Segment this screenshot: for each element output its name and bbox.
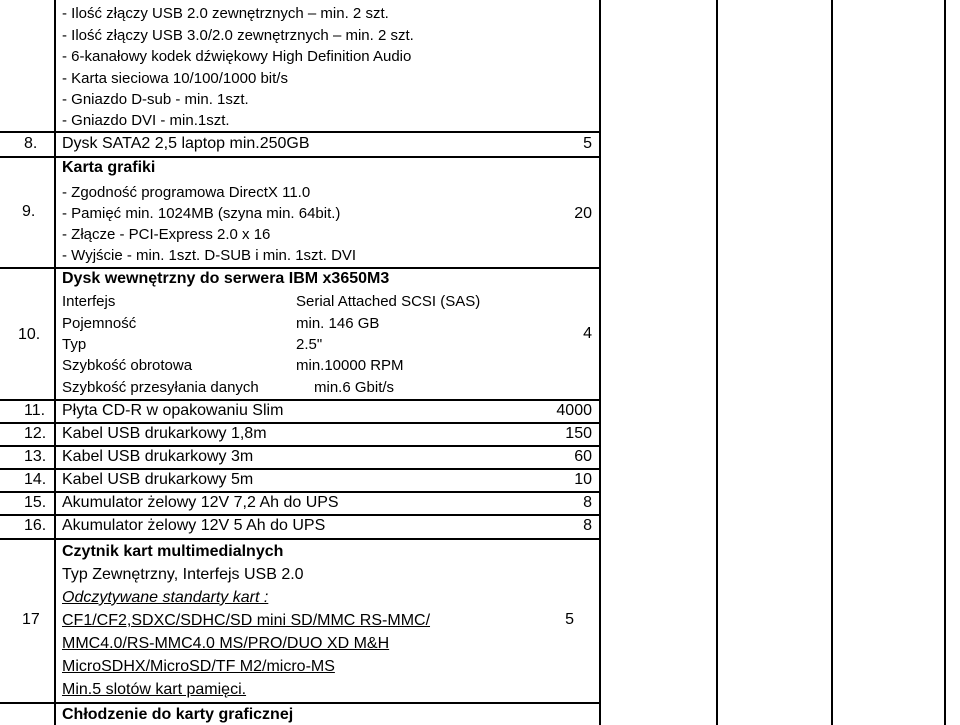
item-7-line: - Ilość złączy USB 2.0 zewnętrznych – min. 2 szt. xyxy=(62,5,389,22)
grid-line xyxy=(599,0,601,725)
spec-value: min.6 Gbit/s xyxy=(314,379,395,396)
item-spec-line: Typ Zewnętrzny, Interfejs USB 2.0 xyxy=(62,566,304,583)
grid-line xyxy=(0,422,600,424)
item-7-line: - Gniazdo D-sub - min. 1szt. xyxy=(62,91,249,108)
grid-line xyxy=(0,131,600,133)
item-quantity: 4000 xyxy=(556,402,592,419)
item-spec-line: - Zgodność programowa DirectX 11.0 xyxy=(62,184,311,201)
item-number: 8. xyxy=(24,135,38,152)
spec-label: Szybkość przesyłania danych xyxy=(62,379,259,396)
grid-line xyxy=(944,0,946,725)
spec-label: Pojemność xyxy=(62,315,137,332)
spec-label: Interfejs xyxy=(62,293,116,310)
item-spec-line: - Wyjście - min. 1szt. D-SUB i min. 1szt. DVI xyxy=(62,247,357,264)
item-quantity: 150 xyxy=(565,425,592,442)
grid-line xyxy=(0,156,600,158)
grid-line xyxy=(0,468,600,470)
item-spec-line: - Pamięć min. 1024MB (szyna min. 64bit.) xyxy=(62,205,341,222)
grid-line xyxy=(0,399,600,401)
item-7-line: - Karta sieciowa 10/100/1000 bit/s xyxy=(62,70,288,87)
spec-label: Szybkość obrotowa xyxy=(62,357,193,374)
item-spec-line: CF1/CF2,SDXC/SDHC/SD mini SD/MMC RS-MMC/ xyxy=(62,612,431,629)
item-7-line: - Gniazdo DVI - min.1szt. xyxy=(62,112,230,129)
item-spec-line: MicroSDHX/MicroSD/TF M2/micro-MS xyxy=(62,658,335,675)
item-spec-line: Odczytywane standarty kart : xyxy=(62,589,269,606)
spec-value: Serial Attached SCSI (SAS) xyxy=(296,293,481,310)
item-quantity: 5 xyxy=(583,135,592,152)
item-quantity: 10 xyxy=(574,471,592,488)
item-number: 11. xyxy=(24,402,46,419)
item-7-line: - 6-kanałowy kodek dźwiękowy High Definition Audio xyxy=(62,48,412,65)
grid-line xyxy=(0,514,600,516)
grid-line xyxy=(0,702,600,704)
item-description: Dysk SATA2 2,5 laptop min.250GB xyxy=(62,135,310,152)
item-description: Kabel USB drukarkowy 5m xyxy=(62,471,254,488)
grid-line xyxy=(0,267,600,269)
item-spec-line: MMC4.0/RS-MMC4.0 MS/PRO/DUO XD M&H xyxy=(62,635,390,652)
grid-line xyxy=(716,0,718,725)
item-spec-line: Min.5 slotów kart pamięci. xyxy=(62,681,247,698)
item-description: Akumulator żelowy 12V 7,2 Ah do UPS xyxy=(62,494,339,511)
item-number: 9. xyxy=(22,203,36,220)
spec-value: min.10000 RPM xyxy=(296,357,404,374)
spec-label: Typ xyxy=(62,336,87,353)
item-number: 10. xyxy=(18,326,41,343)
grid-line xyxy=(54,0,56,725)
item-quantity: 5 xyxy=(565,611,574,628)
item-title: Chłodzenie do karty graficznej xyxy=(62,706,294,723)
item-title: Karta grafiki xyxy=(62,159,156,176)
item-description: Kabel USB drukarkowy 1,8m xyxy=(62,425,267,442)
grid-line xyxy=(0,538,600,540)
spec-value: 2.5" xyxy=(296,336,323,353)
item-description: Kabel USB drukarkowy 3m xyxy=(62,448,254,465)
item-number: 17 xyxy=(22,611,40,628)
item-description: Akumulator żelowy 12V 5 Ah do UPS xyxy=(62,517,326,534)
grid-line xyxy=(0,445,600,447)
item-spec-line: - Złącze - PCI-Express 2.0 x 16 xyxy=(62,226,271,243)
grid-line xyxy=(831,0,833,725)
item-title: Czytnik kart multimedialnych xyxy=(62,543,284,560)
grid-line xyxy=(0,491,600,493)
item-7-line: - Ilość złączy USB 3.0/2.0 zewnętrznych – min. 2 szt. xyxy=(62,27,414,44)
item-number: 13. xyxy=(24,448,47,465)
spec-value: min. 146 GB xyxy=(296,315,380,332)
item-number: 14. xyxy=(24,471,47,488)
item-quantity: 60 xyxy=(574,448,592,465)
item-title: Dysk wewnętrzny do serwera IBM x3650M3 xyxy=(62,270,390,287)
item-quantity: 20 xyxy=(574,205,592,222)
item-number: 15. xyxy=(24,494,47,511)
item-quantity: 4 xyxy=(583,325,592,342)
item-quantity: 8 xyxy=(583,517,592,534)
item-description: Płyta CD-R w opakowaniu Slim xyxy=(62,402,284,419)
item-number: 12. xyxy=(24,425,47,442)
item-quantity: 8 xyxy=(583,494,592,511)
item-number: 16. xyxy=(24,517,47,534)
